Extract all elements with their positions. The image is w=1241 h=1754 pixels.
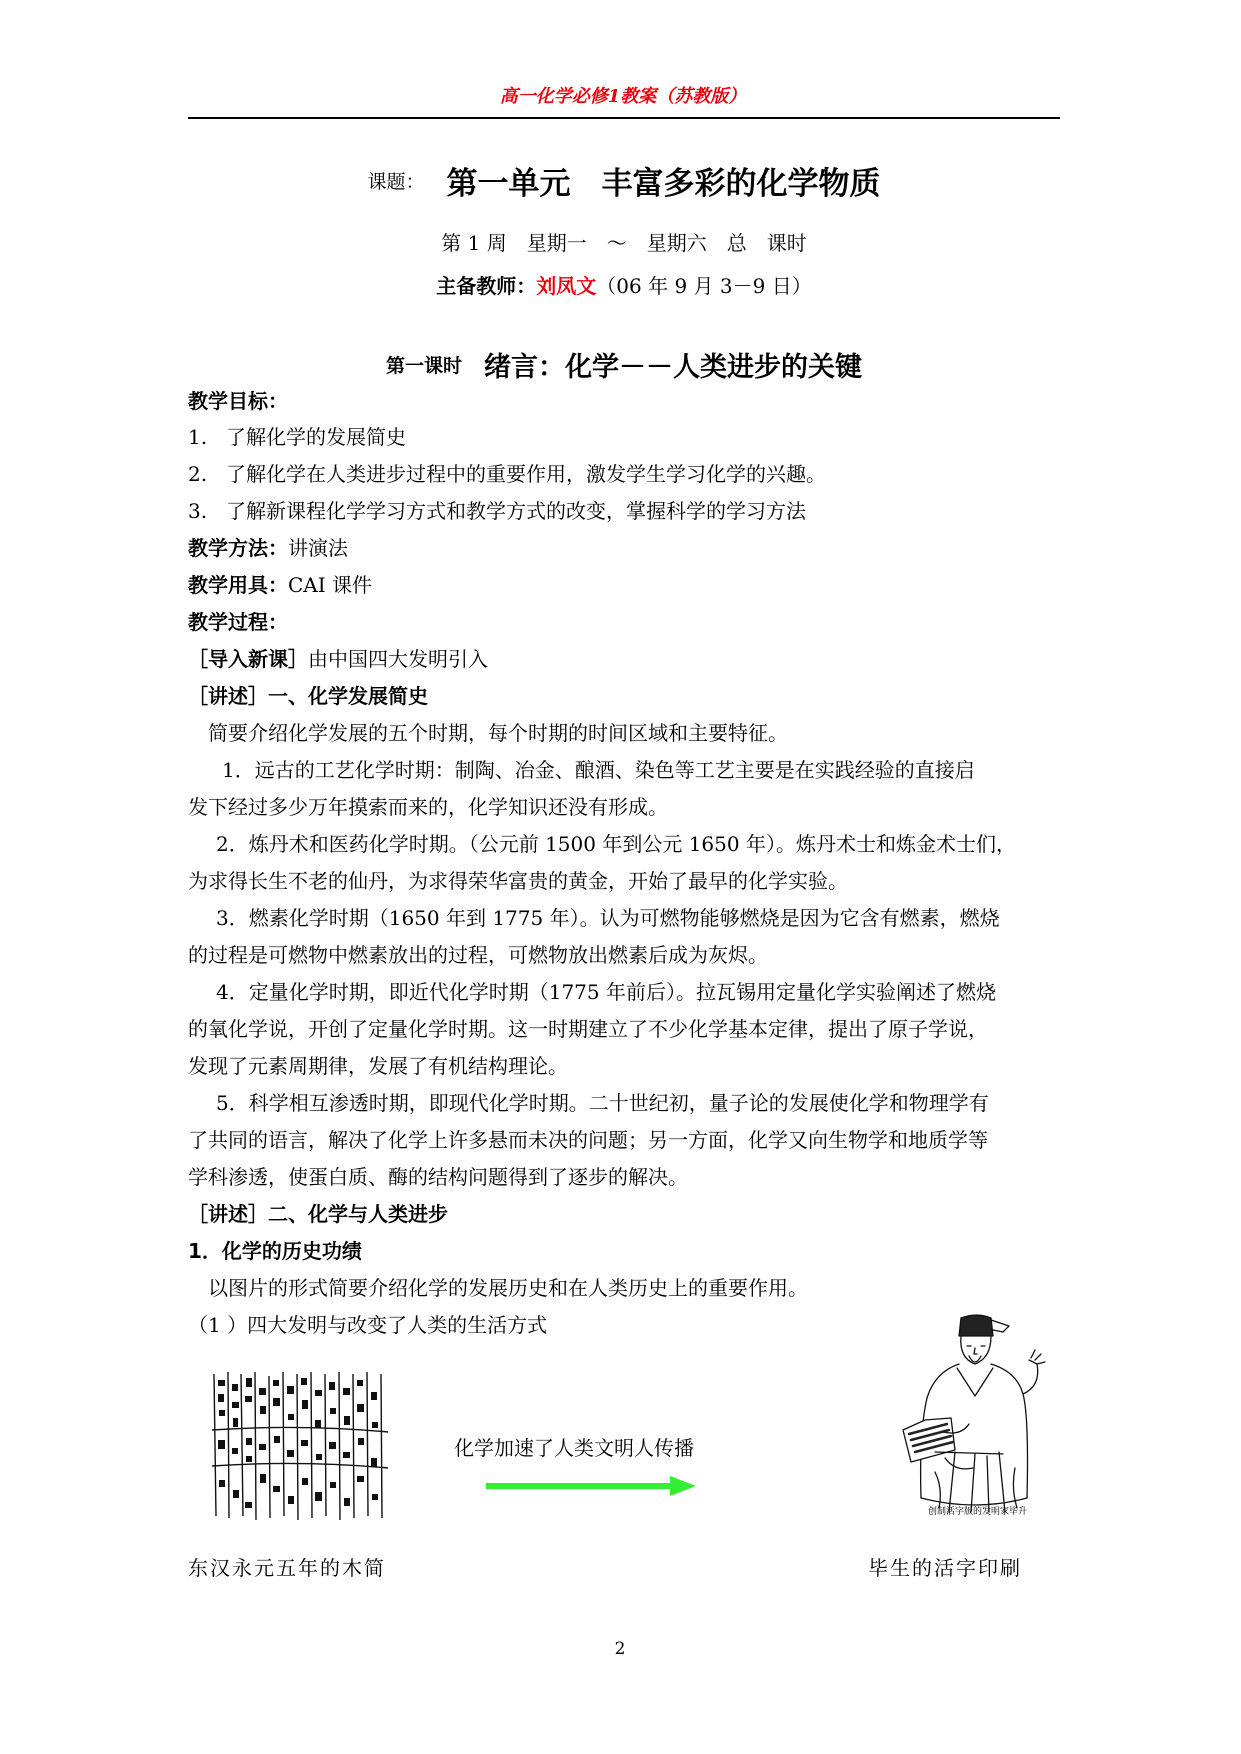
portrait-caption: 创制活字版的发明家毕升 (928, 1507, 1028, 1517)
paragraph-line: 简要介绍化学发展的五个时期，每个时期的时间区域和主要特征。 (208, 721, 788, 745)
paragraph-line: 2．炼丹术和医药化学时期。（公元前 1500 年到公元 1650 年）。炼丹术士和炼金术士们， (216, 832, 1016, 856)
lesson-title: 绪言：化学－－人类进步的关键 (484, 352, 862, 383)
right-figure-caption: 毕生的活字印刷 (868, 1556, 1022, 1580)
teacher-label: 主备教师： (436, 274, 537, 298)
teacher-line (188, 270, 1060, 299)
page-header: 高一化学必修1教案（苏教版） (499, 86, 747, 107)
objective-number: 3. (188, 499, 208, 523)
paragraph-line: 3．燃素化学时期（1650 年到 1775 年）。认为可燃物能够燃烧是因为它含有燃素，燃烧 (216, 906, 1000, 930)
teacher-dates: （06 年 9 月 3－9 日） (596, 274, 812, 298)
intro-text: 由中国四大发明引入 (308, 647, 488, 671)
left-figure-caption: 东汉永元五年的木简 (188, 1556, 386, 1580)
section1-heading: ［讲述］一、化学发展简史 (188, 684, 428, 708)
objective-item (188, 461, 1068, 487)
lesson-label: 第一课时 (385, 355, 462, 377)
method-label: 教学方法： (188, 536, 288, 560)
green-arrow-icon (486, 1474, 696, 1498)
arrow-caption: 化学加速了人类文明人传播 (454, 1436, 694, 1460)
paragraph-line: 的氧化学说，开创了定量化学时期。这一时期建立了不少化学基本定律，提出了原子学说， (188, 1017, 988, 1041)
paragraph-line: 发下经过多少万年摸索而来的，化学知识还没有形成。 (188, 795, 668, 819)
objective-number: 2. (188, 462, 208, 486)
subsection-heading: 1．化学的历史功绩 (188, 1239, 362, 1263)
page-number: 2 (614, 1639, 626, 1659)
history-intro: 以图片的形式简要介绍化学的发展历史和在人类历史上的重要作用。 (208, 1276, 808, 1300)
objective-number: 1. (188, 425, 208, 449)
bamboo-slips-image (210, 1370, 390, 1522)
title-main: 第一单元 丰富多彩的化学物质 (446, 166, 881, 202)
objective-text: 了解化学的发展简史 (226, 425, 406, 449)
objectives-heading: 教学目标： (188, 389, 288, 413)
schedule-line: 第 1 周 星期一 ～ 星期六 总 课时 (441, 231, 807, 255)
paragraph-line: 了共同的语言，解决了化学上许多悬而未决的问题；另一方面，化学又向生物学和地质学等 (188, 1128, 988, 1152)
paragraph-line: 学科渗透，使蛋白质、酶的结构问题得到了逐步的解决。 (188, 1165, 688, 1189)
method-value: 讲演法 (288, 536, 348, 560)
objective-text: 了解化学在人类进步过程中的重要作用，激发学生学习化学的兴趣。 (226, 462, 826, 486)
tools-value: CAI 课件 (288, 573, 373, 597)
tools-label: 教学用具： (188, 573, 288, 597)
paragraph-line: 发现了元素周期律，发展了有机结构理论。 (188, 1054, 568, 1078)
intro-tag: ［导入新课］ (188, 647, 308, 671)
intro-line (188, 646, 1068, 672)
lesson-title-row (188, 345, 1060, 384)
paragraph-line: 4．定量化学时期，即近代化学时期（1775 年前后）。拉瓦锡用定量化学实验阐述了燃烧 (216, 980, 996, 1004)
section2-heading: ［讲述］二、化学与人类进步 (188, 1202, 448, 1226)
title-label: 课题： (367, 171, 425, 193)
objective-item (188, 498, 1068, 524)
objective-item (188, 424, 1068, 450)
paragraph-line: 5．科学相互渗透时期，即现代化学时期。二十世纪初，量子论的发展使化学和物理学有 (216, 1091, 989, 1115)
header-rule (188, 117, 1060, 119)
objective-text: 了解新课程化学学习方式和教学方式的改变，掌握科学的学习方法 (226, 499, 806, 523)
paragraph-line: 为求得长生不老的仙丹，为求得荣华富贵的黄金，开始了最早的化学实验。 (188, 869, 848, 893)
teacher-name: 刘凤文 (536, 274, 597, 298)
title-row (188, 158, 1060, 203)
paragraph-line: 的过程是可燃物中燃素放出的过程，可燃物放出燃素后成为灰烬。 (188, 943, 768, 967)
tools-line (188, 572, 1068, 598)
method-line (188, 535, 1068, 561)
bi-sheng-portrait-image (895, 1312, 1057, 1522)
paragraph-line: 1．远古的工艺化学时期：制陶、冶金、酿酒、染色等工艺主要是在实践经验的直接启 (222, 758, 975, 782)
process-heading: 教学过程： (188, 610, 288, 634)
history-item: （1 ）四大发明与改变了人类的生活方式 (188, 1313, 548, 1337)
